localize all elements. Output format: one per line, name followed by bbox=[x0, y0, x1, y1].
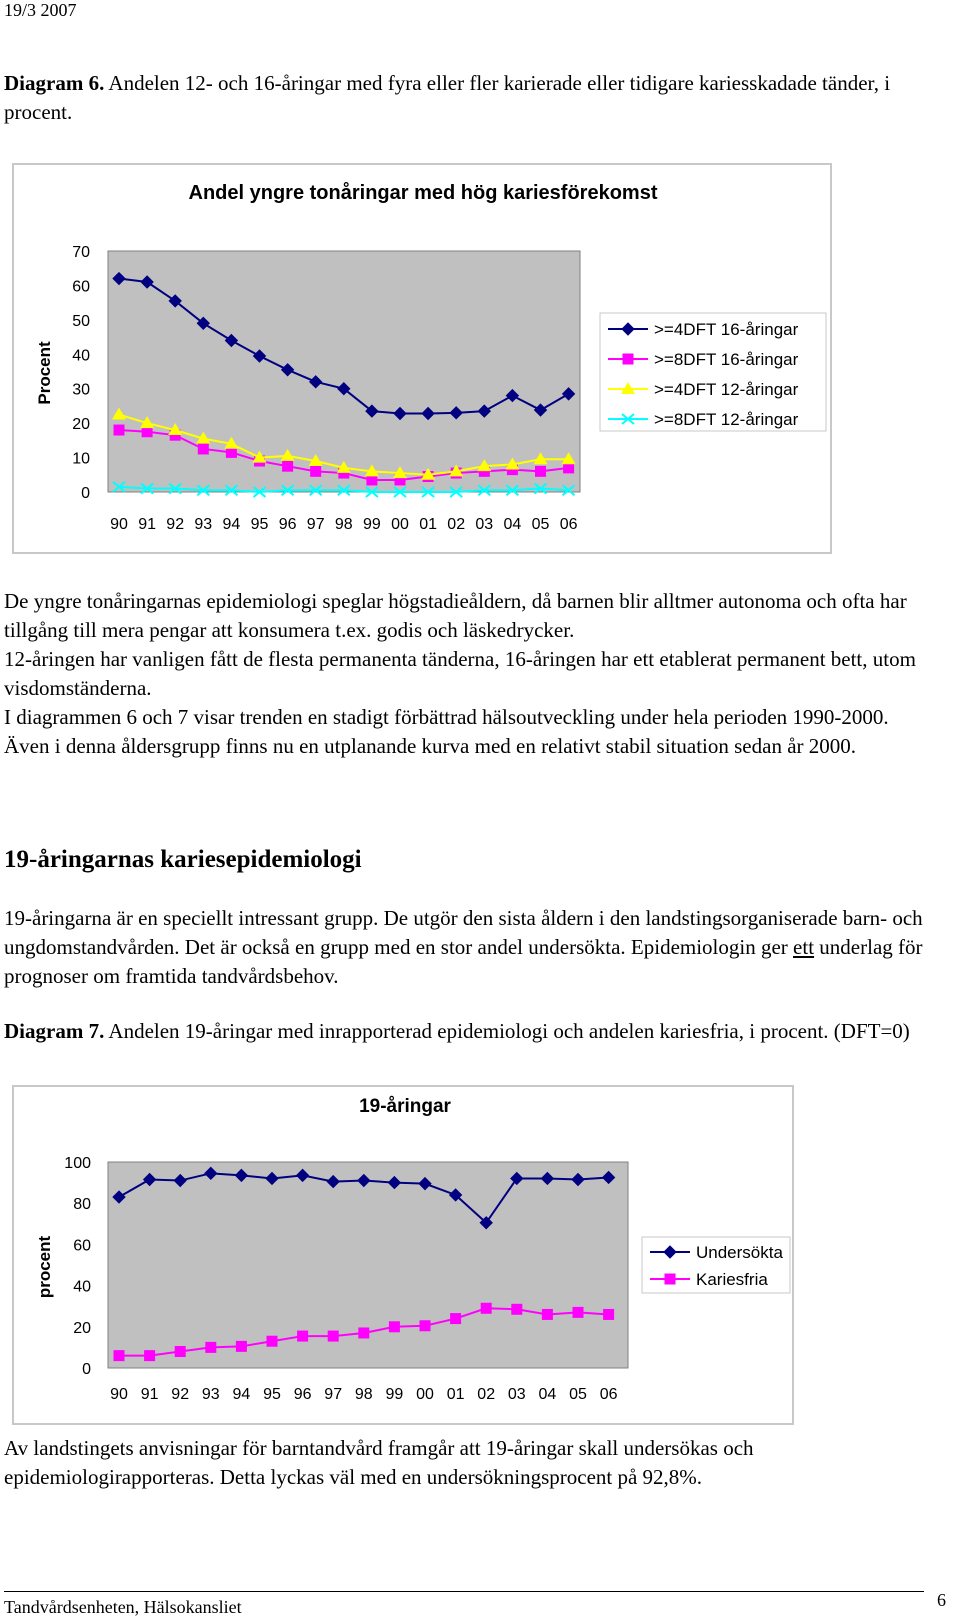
x-tick-label: 04 bbox=[503, 516, 522, 533]
section-heading: 19-åringarnas kariesepidemiologi bbox=[4, 846, 362, 873]
y-tick-label: 60 bbox=[72, 278, 90, 296]
data-point bbox=[573, 1307, 584, 1318]
x-tick-label: 93 bbox=[201, 1386, 220, 1403]
y-tick-label: 70 bbox=[72, 244, 90, 261]
paragraph: I diagrammen 6 och 7 visar trenden en stadigt förbättrad hälsoutveckling under hela perioden 1990-2000. bbox=[4, 705, 889, 729]
x-tick-label: 94 bbox=[232, 1386, 251, 1403]
x-tick-label: 04 bbox=[538, 1386, 557, 1403]
legend-label: Undersökta bbox=[696, 1243, 783, 1262]
data-point bbox=[198, 443, 209, 454]
diagram6-caption-text: Andelen 12- och 16-åringar med fyra eller fler karierade eller tidigare kariesskadade tänder, i procent. bbox=[4, 71, 891, 124]
x-tick-label: 03 bbox=[475, 516, 494, 533]
x-tick-label: 97 bbox=[324, 1386, 343, 1403]
legend-label: >=4DFT 16-åringar bbox=[654, 320, 799, 339]
legend-label: >=4DFT 12-åringar bbox=[654, 380, 799, 399]
x-tick-label: 05 bbox=[531, 516, 550, 533]
x-tick-label: 90 bbox=[110, 1386, 128, 1403]
chart-2 bbox=[12, 1085, 794, 1425]
diagram7-caption bbox=[4, 1017, 954, 1046]
page-date: 19/3 2007 bbox=[4, 0, 77, 20]
text2-underlined: ett bbox=[793, 935, 815, 959]
x-tick-label: 02 bbox=[447, 516, 466, 533]
data-point bbox=[535, 466, 546, 477]
paragraph: 12-åringen har vanligen fått de flesta permanenta tänderna, 16-åringen har ett etablerat permanent bett, utom visdomständerna. bbox=[4, 647, 916, 700]
x-tick-label: 97 bbox=[306, 516, 325, 533]
text2-before: 19-åringarna är en speciellt intressant grupp. De utgör den sista åldern i den landstingsorganiserade barn- och ungdomstandvården. Det är också en grupp med en stor andel undersökta. Epidemiologin ger bbox=[4, 906, 923, 959]
data-point bbox=[144, 1350, 155, 1361]
x-tick-label: 93 bbox=[194, 516, 213, 533]
x-tick-label: 00 bbox=[391, 516, 409, 533]
data-point bbox=[267, 1336, 278, 1347]
diagram6-caption bbox=[4, 69, 954, 127]
data-point bbox=[236, 1341, 247, 1352]
y-axis-label: procent bbox=[35, 1235, 54, 1299]
y-tick-label: 0 bbox=[81, 485, 90, 502]
data-point bbox=[114, 1350, 125, 1361]
chart-title: 19-åringar bbox=[359, 1096, 451, 1117]
paragraph: Även i denna åldersgrupp finns nu en utplanande kurva med en relativt stabil situation sedan år 2000. bbox=[4, 734, 857, 758]
diagram6-label: Diagram 6. bbox=[4, 71, 105, 95]
x-tick-label: 06 bbox=[559, 516, 578, 533]
legend-marker bbox=[665, 1274, 676, 1285]
diagram7-caption-text: Andelen 19-åringar med inrapporterad epidemiologi och andelen kariesfria, i procent. (DFT=0) bbox=[104, 1019, 910, 1043]
data-point bbox=[450, 1313, 461, 1324]
data-point bbox=[175, 1346, 186, 1357]
y-axis-label: Procent bbox=[35, 341, 54, 405]
y-tick-label: 50 bbox=[72, 312, 90, 330]
x-tick-label: 99 bbox=[385, 1386, 404, 1403]
x-tick-label: 05 bbox=[569, 1386, 587, 1403]
data-point bbox=[358, 1327, 369, 1338]
data-point bbox=[542, 1309, 553, 1320]
x-tick-label: 00 bbox=[416, 1386, 434, 1403]
x-tick-label: 06 bbox=[599, 1386, 618, 1403]
x-tick-label: 02 bbox=[477, 1386, 496, 1403]
y-tick-label: 10 bbox=[72, 450, 90, 468]
chart-1-svg bbox=[14, 165, 830, 552]
x-tick-label: 98 bbox=[354, 1386, 373, 1403]
x-tick-label: 01 bbox=[419, 516, 437, 533]
data-point bbox=[328, 1331, 339, 1342]
x-tick-label: 96 bbox=[293, 1386, 312, 1403]
chart-2-svg bbox=[14, 1087, 792, 1423]
x-tick-label: 92 bbox=[166, 516, 185, 533]
x-tick-label: 96 bbox=[278, 516, 297, 533]
y-tick-label: 60 bbox=[73, 1237, 91, 1255]
x-tick-label: 95 bbox=[263, 1386, 281, 1403]
page-number: 6 bbox=[937, 1590, 946, 1610]
data-point bbox=[282, 461, 293, 472]
x-tick-label: 91 bbox=[140, 1386, 159, 1403]
footer-text: Tandvårdsenheten, Hälsokansliet bbox=[4, 1597, 242, 1617]
x-tick-label: 92 bbox=[171, 1386, 190, 1403]
x-tick-label: 99 bbox=[363, 516, 381, 533]
footer-rule bbox=[4, 1591, 924, 1592]
data-point bbox=[310, 466, 321, 477]
y-tick-label: 20 bbox=[73, 1319, 91, 1337]
y-tick-label: 40 bbox=[73, 1278, 91, 1296]
plot-area bbox=[108, 251, 580, 492]
data-point bbox=[511, 1304, 522, 1315]
chart-1 bbox=[12, 163, 832, 554]
y-tick-label: 100 bbox=[64, 1155, 91, 1172]
data-point bbox=[297, 1331, 308, 1342]
y-tick-label: 40 bbox=[72, 347, 90, 365]
body-text-3: Av landstingets anvisningar för barntandvård framgår att 19-åringar skall undersökas och epidemiologirapporteras. Detta lyckas väl med en undersökningsprocent på 92,8%. bbox=[4, 1436, 754, 1489]
data-point bbox=[420, 1320, 431, 1331]
body-text-2 bbox=[4, 904, 954, 991]
paragraph: De yngre tonåringarnas epidemiologi speglar högstadieåldern, då barnen blir alltmer autonoma och ofta har tillgång till mera pengar att konsumera t.ex. godis och läskedrycker. bbox=[4, 589, 907, 642]
body-text-1 bbox=[4, 587, 954, 761]
x-tick-label: 90 bbox=[110, 516, 128, 533]
x-tick-label: 03 bbox=[507, 1386, 526, 1403]
x-tick-label: 95 bbox=[250, 516, 269, 533]
x-tick-label: 98 bbox=[334, 516, 353, 533]
y-tick-label: 0 bbox=[82, 1361, 91, 1378]
x-tick-label: 01 bbox=[446, 1386, 465, 1403]
data-point bbox=[389, 1321, 400, 1332]
data-point bbox=[603, 1309, 614, 1320]
y-tick-label: 30 bbox=[72, 381, 90, 399]
legend-label: Kariesfria bbox=[696, 1270, 768, 1289]
text2-after: underlag för prognoser om framtida tandvårdsbehov. bbox=[4, 935, 923, 988]
data-point bbox=[481, 1303, 492, 1314]
data-point bbox=[205, 1342, 216, 1353]
y-tick-label: 80 bbox=[73, 1196, 91, 1214]
data-point bbox=[114, 425, 125, 436]
chart-title: Andel yngre tonåringar med hög kariesförekomst bbox=[188, 182, 658, 204]
x-tick-label: 94 bbox=[222, 516, 241, 533]
legend-marker bbox=[623, 354, 634, 365]
y-tick-label: 20 bbox=[72, 416, 90, 434]
x-tick-label: 91 bbox=[138, 516, 156, 533]
legend-label: >=8DFT 16-åringar bbox=[654, 350, 799, 369]
legend-label: >=8DFT 12-åringar bbox=[654, 410, 799, 429]
diagram7-label: Diagram 7. bbox=[4, 1019, 105, 1043]
